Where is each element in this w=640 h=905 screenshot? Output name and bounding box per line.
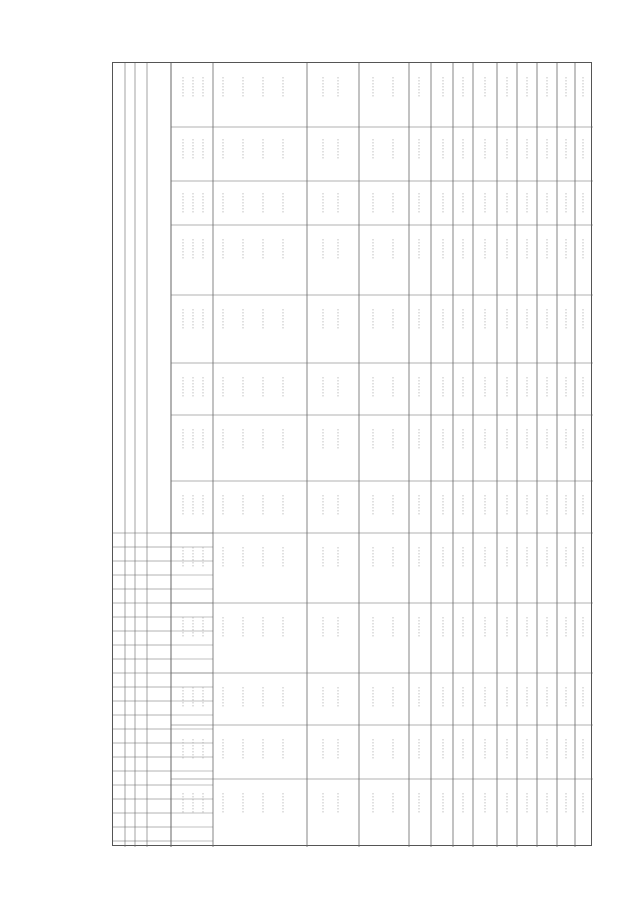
table-grid	[113, 63, 593, 847]
rotated-table-sheet	[112, 62, 592, 846]
